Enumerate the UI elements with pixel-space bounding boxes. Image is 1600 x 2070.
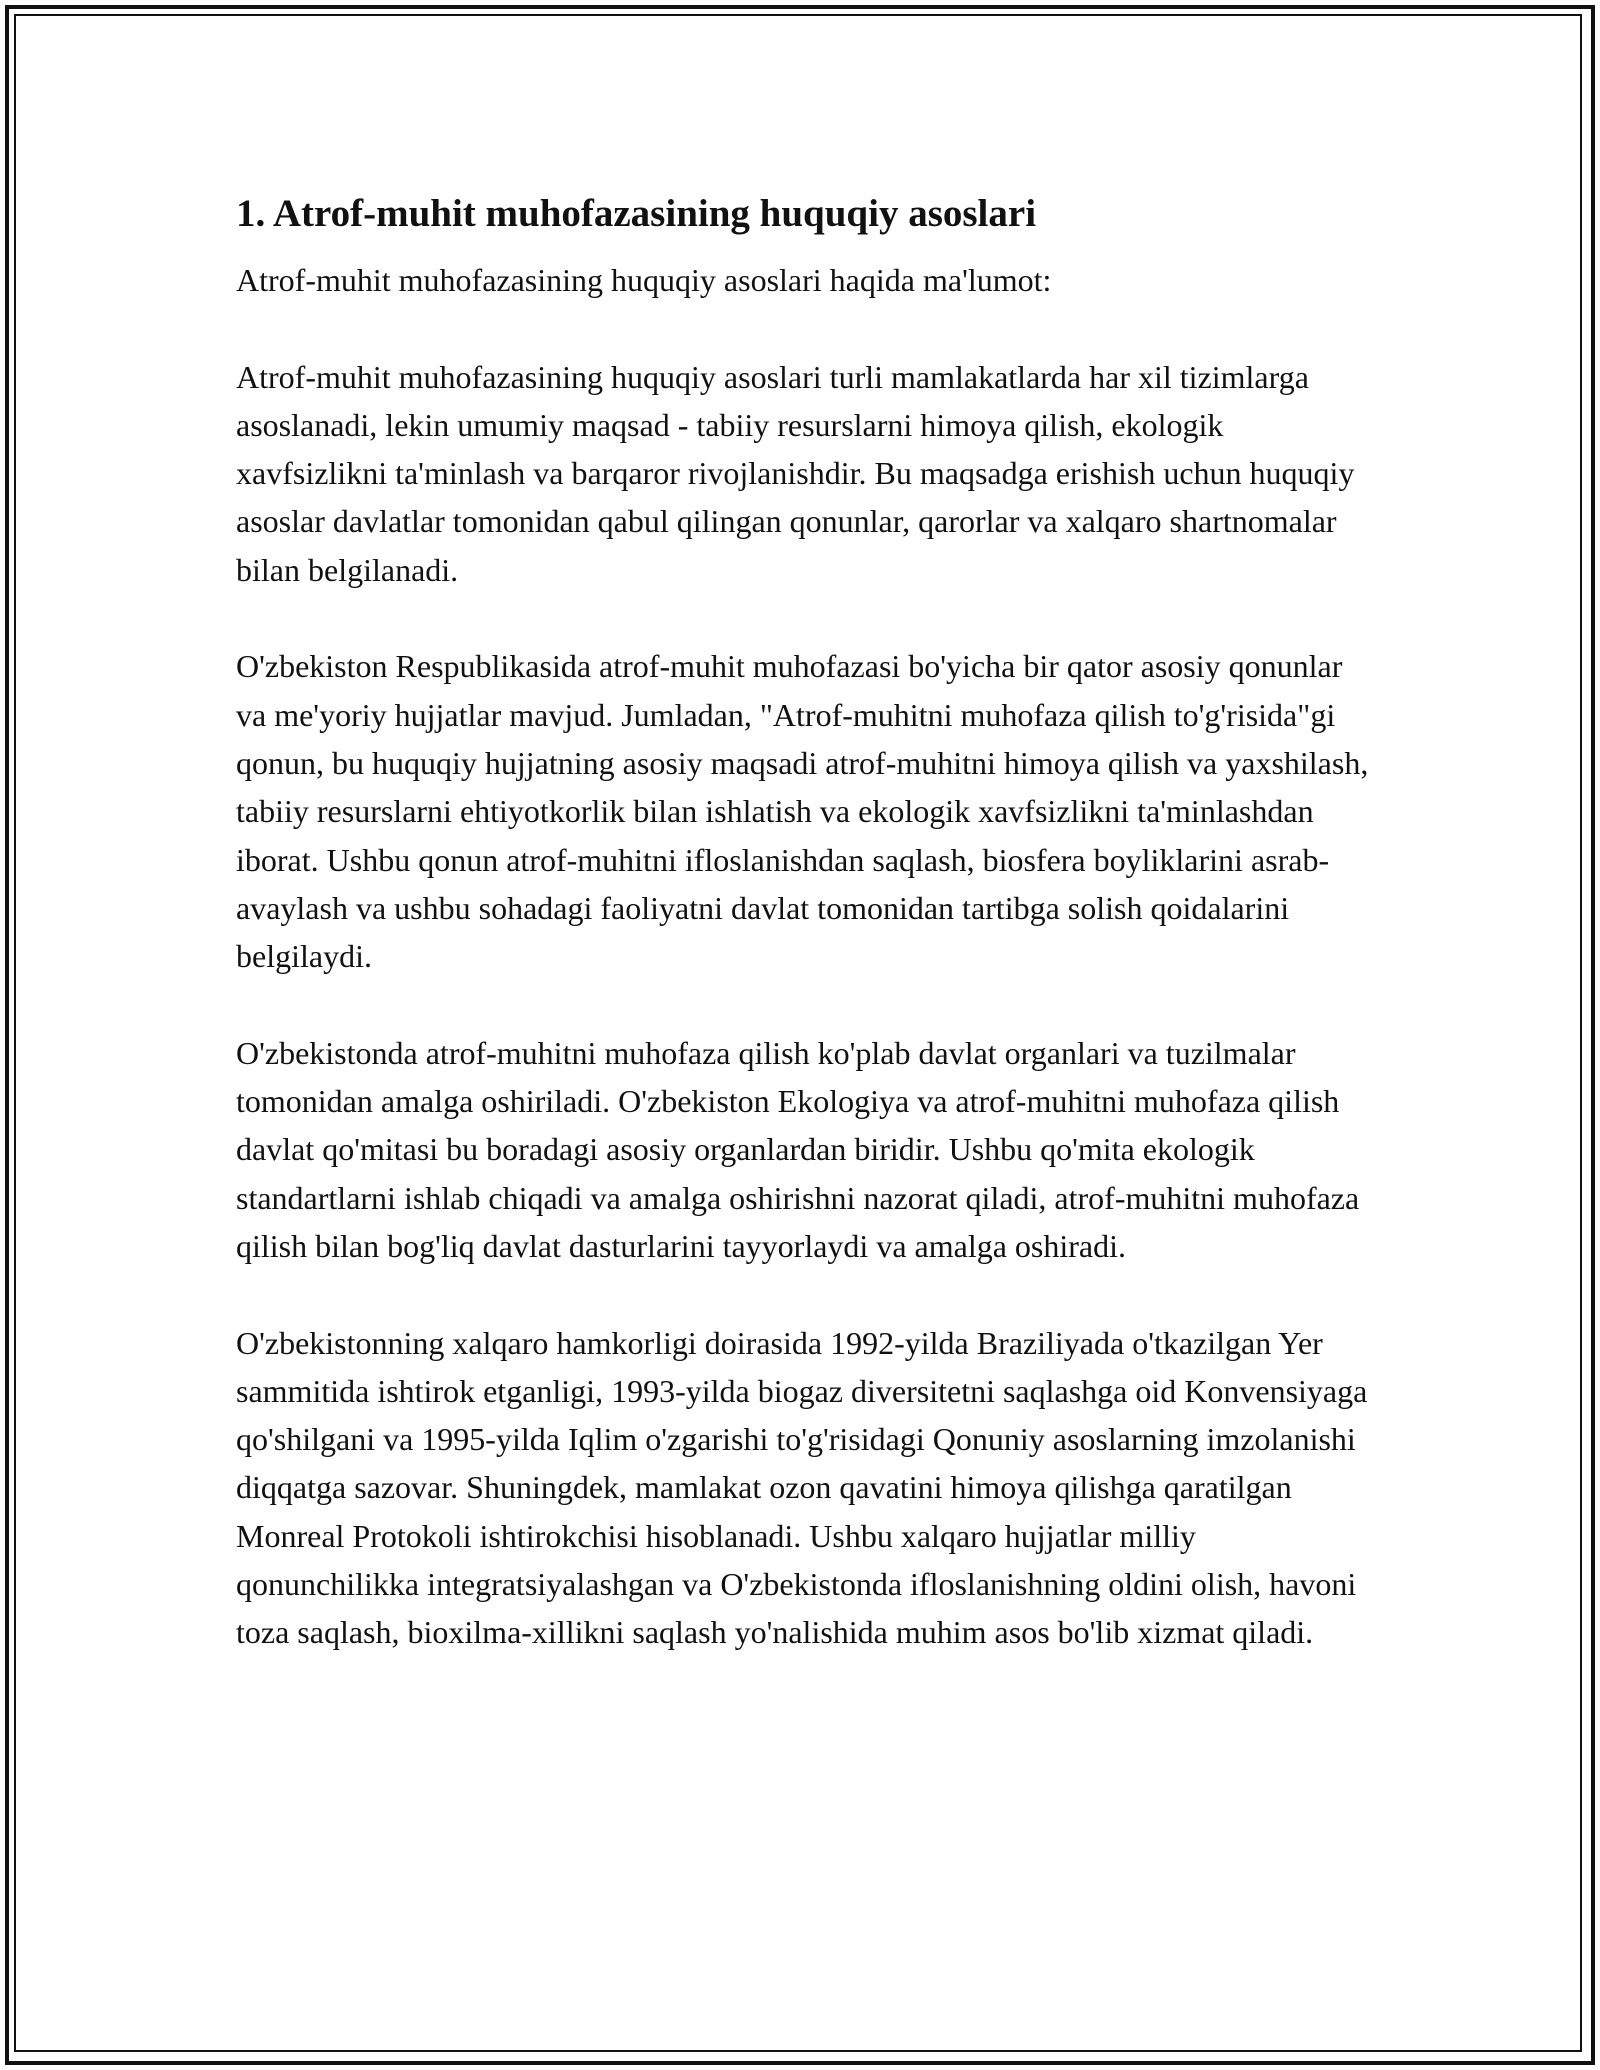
- document-body: [236, 186, 1376, 1705]
- paragraph-state-bodies: O'zbekistonda atrof-muhitni muhofaza qilish ko'plab davlat organlari va tuzilmalar tomonidan amalga oshiriladi. O'zbekiston Ekologiya va atrof-muhitni muhofaza qilish davlat qo'mitasi bu boradagi asosiy organlardan biridir. Ushbu qo'mita ekologik standartlarni ishlab chiqadi va amalga oshirishni nazorat qiladi, atrof-muhitni muhofaza qilish bilan bog'liq davlat dasturlarini tayyorlaydi va amalga oshiradi.: [236, 1034, 1360, 1264]
- paragraph-uzbekistan-laws: O'zbekiston Respublikasida atrof-muhit muhofazasi bo'yicha bir qator asosiy qonunlar va me'yoriy hujjatlar mavjud. Jumladan, "Atrof-muhitni muhofaza qilish to'g'risida"gi qonun, bu huquqiy hujjatning asosiy maqsadi atrof-muhitni himoya qilish va yaxshilash, tabiiy resurslarni ehtiyotkorlik bilan ishlatish va ekologik xavfsizlikni ta'minlashdan iborat. Ushbu qonun atrof-muhitni ifloslanishdan saqlash, biosfera boyliklarini asrab-avaylash va ushbu sohadagi faoliyatni davlat tomonidan tartibga solish qoidalarini belgilaydi.: [236, 648, 1369, 975]
- document-title: 1. Atrof-muhit muhofazasining huquqiy asoslari: [236, 192, 1037, 235]
- paragraph-international-cooperation: O'zbekistonning xalqaro hamkorligi doirasida 1992-yilda Braziliyada o'tkazilgan Yer sammitida ishtirok etganligi, 1993-yilda biogaz diversitetni saqlashga oid Konvensiyaga qo'shilgani va 1995-yilda Iqlim o'zgarishi to'g'risidagi Qonuniy asoslarning imzolanishi diqqatga sazovar. Shuningdek, mamlakat ozon qavatini himoya qilishga qaratilgan Monreal Protokoli ishtirokchisi hisoblanadi. Ushbu xalqaro hujjatlar milliy qonunchilikka integratsiyalashgan va O'zbekistonda ifloslanishning oldini olish, havoni toza saqlash, bioxilma-xillikni saqlash yo'nalishida muhim asos bo'lib xizmat qiladi.: [236, 1324, 1368, 1651]
- paragraph-legal-frameworks: Atrof-muhit muhofazasining huquqiy asoslari turli mamlakatlarda har xil tizimlarga asoslanadi, lekin umumiy maqsad - tabiiy resurslarni himoya qilish, ekologik xavfsizlikni ta'minlash va barqaror rivojlanishdir. Bu maqsadga erishish uchun huquqiy asoslar davlatlar tomonidan qabul qilingan qonunlar, qarorlar va xalqaro shartnomalar bilan belgilanadi.: [236, 358, 1355, 588]
- intro-paragraph: Atrof-muhit muhofazasining huquqiy asoslari haqida ma'lumot:: [236, 262, 1052, 298]
